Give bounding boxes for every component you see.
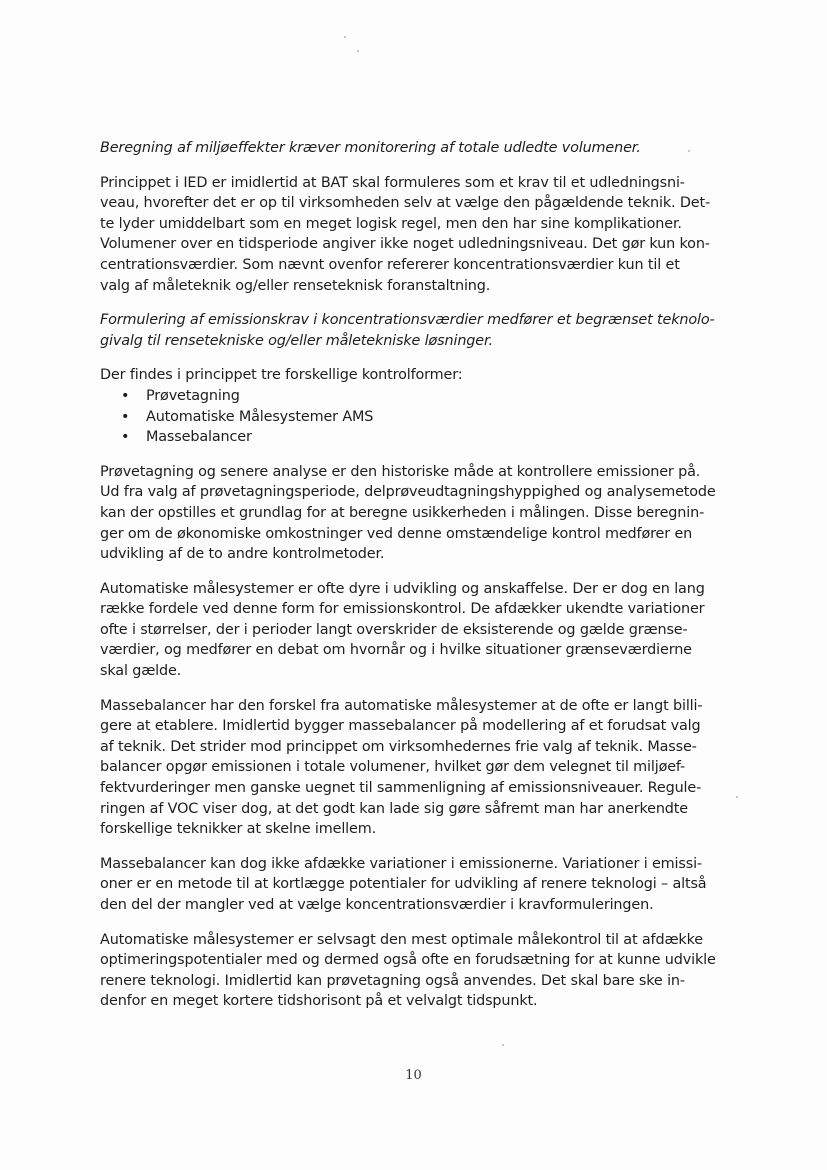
paragraph-mass-balances [100,696,750,840]
page-number: 10 [405,1068,422,1083]
list-item [100,407,750,428]
text-line: gere at etablere. Imidlertid bygger massebalancer på modellering af et forudsat valg [100,718,701,735]
text-line: Automatiske målesystemer er ofte dyre i udvikling og anskaffelse. Der er dog en lang [100,580,705,597]
text-line: Princippet i IED er imidlertid at BAT skal formuleres som et krav til et udledningsni- [100,174,685,191]
text-line: udvikling af de to andre kontrolmetoder. [100,546,385,563]
text-line: forskellige teknikker at skelne imellem. [100,821,377,838]
scan-speck [502,1044,504,1046]
text-line: ringen af VOC viser dog, at det godt kan lade sig gøre såfremt man har anerkendte [100,800,688,817]
text-line: kan der opstilles et grundlag for at beregne usikkerheden i målingen. Disse beregnin- [100,504,705,521]
list-item-label: Automatiske Målesystemer AMS [146,408,374,425]
bullet-icon: • [121,408,130,425]
control-forms-list [100,386,750,448]
paragraph-sampling [100,462,750,565]
text-line: givalg til rensetekniske og/eller måletekniske løsninger. [100,332,493,349]
list-intro [100,365,750,386]
paragraph-mass-balance-variations [100,854,750,916]
text-line: renere teknologi. Imidlertid kan prøvetagning også anvendes. Det skal bare ske in- [100,972,685,989]
text-line: Ud fra valg af prøvetagningsperiode, delprøveudtagningshyppighed og analysemetode [100,484,716,501]
list-item-label: Prøvetagning [146,387,240,404]
text-line: skal gælde. [100,663,182,680]
paragraph-automatic-systems [100,579,750,682]
text-line: Der findes i princippet tre forskellige kontrolformer: [100,367,463,384]
text-line: række fordele ved denne form for emissionskontrol. De afdækker ukendte variationer [100,601,705,618]
text-line: Prøvetagning og senere analyse er den historiske måde at kontrollere emissioner på. [100,463,701,480]
text-line: Massebalancer har den forskel fra automatiske målesystemer at de ofte er langt billi- [100,697,703,714]
text-line: af teknik. Det strider mod princippet om virksomhedernes frie valg af teknik. Masse- [100,738,697,755]
text-line: værdier, og medfører en debat om hvornår og i hvilke situationer grænseværdierne [100,642,692,659]
text-line: den del der mangler ved at vælge koncentrationsværdier i kravformuleringen. [100,897,654,913]
bullet-icon: • [121,429,130,446]
scan-speck [357,50,359,52]
text-line: denfor en meget kortere tidshorisont på et velvalgt tidspunkt. [100,993,538,1010]
text-line: Beregning af miljøeffekter kræver monitorering af totale udledte volumener. [100,140,641,156]
text-line: balancer opgør emissionen i totale volumener, hvilket gør dem velegnet til miljøef- [100,759,686,776]
list-item [100,427,750,448]
text-line: Formulering af emissionskrav i koncentrationsværdier medfører et begrænset teknolo- [100,312,715,329]
bullet-icon: • [121,387,130,404]
text-line: te lyder umiddelbart som en meget logisk regel, men den har sine komplikationer. [100,215,682,232]
text-line: optimeringspotentialer med og dermed også ofte en forudsætning for at kunne udvikle [100,952,716,969]
scan-speck [344,36,346,38]
text-line: Automatiske målesystemer er selvsagt den mest optimale målekontrol til at afdække [100,931,703,948]
text-line: Massebalancer kan dog ikke afdække variationer i emissionerne. Variationer i emissi- [100,855,702,872]
list-item-label: Massebalancer [146,429,252,446]
text-line: fektvurderinger men ganske uegnet til sammenligning af emissionsniveauer. Regule- [100,780,702,797]
list-item [100,386,750,407]
text-line: veau, hvorefter det er op til virksomheden selv at vælge den pågældende teknik. Det- [100,195,711,212]
text-line: Volumener over en tidsperiode angiver ikke noget udledningsniveau. Det gør kun kon- [100,236,710,253]
text-line: centrationsværdier. Som nævnt ovenfor refererer koncentrationsværdier kun til et [100,256,680,273]
text-line: valg af måleteknik og/eller renseteknisk foranstaltning. [100,277,491,294]
text-line: ger om de økonomiske omkostninger ved denne omstændelige kontrol medfører en [100,525,693,542]
paragraph-conclusion [100,930,750,1012]
text-line: oner er en metode til at kortlægge potentialer for udvikling af renere teknologi – altså [100,876,707,893]
paragraph-ied-principle [100,173,750,297]
italic-heading-monitoring [100,138,750,159]
document-body [100,138,750,1012]
italic-heading-formulation [100,310,750,351]
text-line: ofte i størrelser, der i perioder langt overskrider de eksisterende og gælde grænse- [100,621,688,638]
